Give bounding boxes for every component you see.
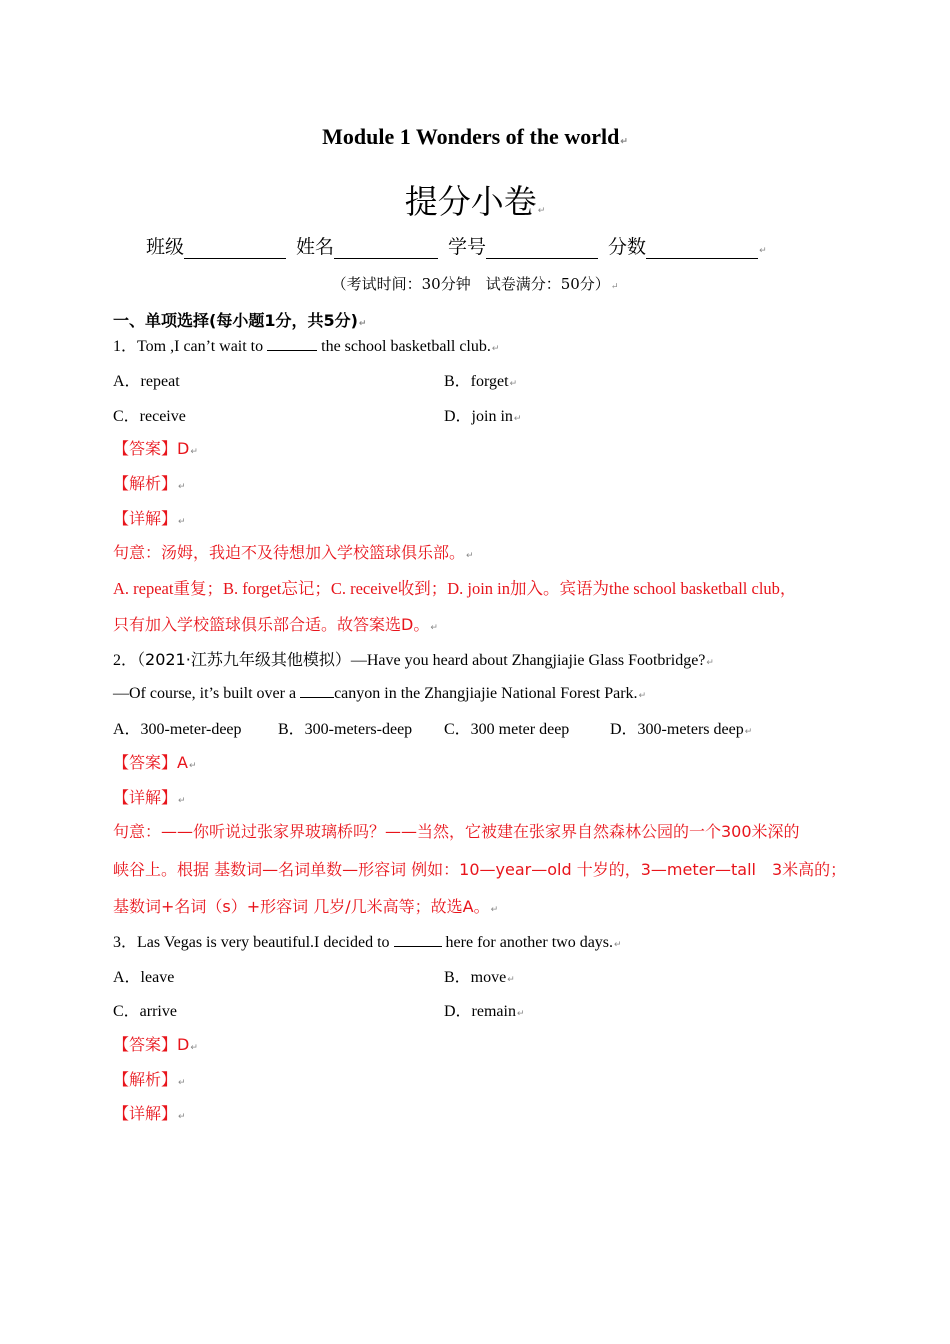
q3-option-a: A．leave [113,969,175,986]
q1-explanation-line2: 只有加入学校篮球俱乐部合适。故答案选D。↵ [113,615,438,634]
score-label: 分数 [608,236,647,258]
q3-blank [394,930,442,947]
class-label: 班级 [146,236,185,258]
q3-answer: 【答案】D↵ [113,1035,198,1054]
q1-answer: 【答案】D↵ [113,439,198,458]
q2-stem-line2: —Of course, it’s built over a canyon in the Zhangjiajie National Forest Park.↵ [113,681,646,703]
q1-option-b: B．forget↵ [444,373,518,390]
name-blank [334,238,438,259]
section-heading: 一、单项选择(每小题1分，共5分)↵ [113,311,367,330]
q1-option-d: D．join in↵ [444,408,522,425]
class-blank [184,238,286,259]
name-label: 姓名 [296,236,335,258]
exam-meta: （考试时间：30分钟 试卷满分：50分）↵ [331,275,619,293]
q3-option-b: B．move↵ [444,969,515,986]
score-blank [646,238,758,259]
q1-detail-label: 【详解】↵ [113,509,186,528]
student-info-row: 班级 姓名 学号 分数 ↵ [146,236,767,258]
q1-explanation-line1: A. repeat重复；B. forget忘记；C. receive收到；D. join in加入。宾语为the school basketball club， [113,579,797,598]
q2-stem-line1: 2．（2021·江苏九年级其他模拟）—Have you heard about Zhangjiajie Glass Footbridge?↵ [113,650,714,669]
q2-detail-label: 【详解】↵ [113,788,186,807]
q2-option-c: C．300 meter deep [444,721,570,738]
q2-option-b: B．300-meters-deep [278,721,413,738]
q3-analysis-label: 【解析】↵ [113,1070,186,1089]
document-subtitle: 提分小卷↵ [404,182,546,221]
q2-option-a: A．300-meter-deep [113,721,242,738]
q1-option-a: A．repeat [113,373,180,390]
q1-meaning: 句意：汤姆，我迫不及待想加入学校篮球俱乐部。↵ [113,543,474,562]
q2-explanation-line3: 基数词+名词（s）+形容词 几岁/几米高等；故选A。↵ [113,897,499,916]
q1-analysis-label: 【解析】↵ [113,474,186,493]
q2-explanation-line1: 句意：——你听说过张家界玻璃桥吗？——当然，它被建在张家界自然森林公园的一个300米深的 [113,822,800,841]
q3-option-c: C．arrive [113,1003,177,1020]
q1-stem: 1．Tom ,I can’t wait to the school basketball club.↵ [113,333,499,356]
q2-blank [300,681,334,698]
document-title: Module 1 Wonders of the world↵ [322,124,628,149]
q2-option-d: D．300-meters deep↵ [610,721,753,738]
student-id-label: 学号 [448,236,487,258]
q1-blank [267,334,317,351]
q2-explanation-line2: 峡谷上。根据 基数词—名词单数—形容词 例如：10—year—old 十岁的，3—meter—tall 3米高的； [113,860,847,879]
q2-source: （2021·江苏九年级其他模拟） [137,650,351,669]
student-id-blank [486,238,598,259]
q3-detail-label: 【详解】↵ [113,1104,186,1123]
q3-option-d: D．remain↵ [444,1003,525,1020]
q2-answer: 【答案】A↵ [113,753,197,772]
q1-option-c: C．receive [113,408,186,425]
q3-stem: 3．Las Vegas is very beautiful.I decided to here for another two days.↵ [113,929,622,952]
